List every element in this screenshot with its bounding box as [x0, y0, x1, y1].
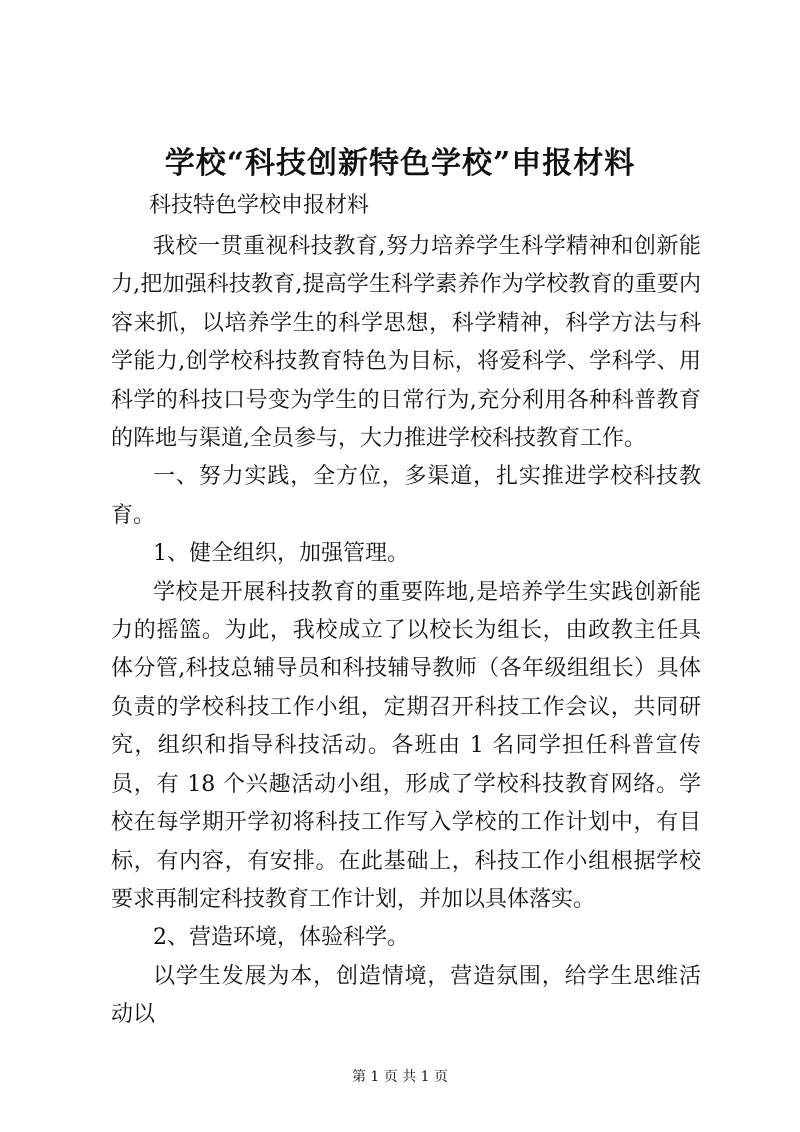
- paragraph-intro: 我校一贯重视科技教育,努力培养学生科学精神和创新能力,把加强科技教育,提高学生科学素养作为学校教育的重要内容来抓，以培养学生的科学思想，科学精神，科学方法与科学能力,创学校科技教育特色为目标，将爱科学、学科学、用科学的科技口号变为学生的日常行为,充分利用各种科普教育的阵地与渠道,全员参与，大力推进学校科技教育工作。: [111, 234, 701, 452]
- page-footer: 第 1 页 共 1 页: [351, 1069, 449, 1085]
- paragraph-organization: 学校是开展科技教育的重要阵地,是培养学生实践创新能力的摇篮。为此，我校成立了以校长为组长，由政教主任具体分管,科技总辅导员和科技辅导教师（各年级组组长）具体负责的学校科技工作小组，定期召开科技工作会议，共同研究，组织和指导科技活动。各班由 1 名同学担任科普宣传员，有 18 个兴趣活动小组，形成了学校科技教育网络。学校在每学期开学初将科技工作写入学校的工作计划中，有目标，有内容，有安排。在此基础上，科技工作小组根据学校要求再制定科技教育工作计划，并加以具体落实。: [111, 579, 701, 912]
- document-body: [111, 228, 701, 1035]
- document-subtitle: 科技特色学校申报材料: [149, 193, 370, 218]
- section-heading-1: 一、努力实践，全方位，多渠道，扎实推进学校科技教育。: [111, 464, 701, 528]
- subsection-heading-2: 2、营造环境，体验科学。: [153, 925, 409, 951]
- document-title: 学校“科技创新特色学校”申报材料: [164, 146, 636, 181]
- paragraph-environment: 以学生发展为本，创造情境，营造氛围，给学生思维活动以: [111, 963, 701, 1028]
- subsection-heading-1: 1、健全组织，加强管理。: [153, 541, 409, 567]
